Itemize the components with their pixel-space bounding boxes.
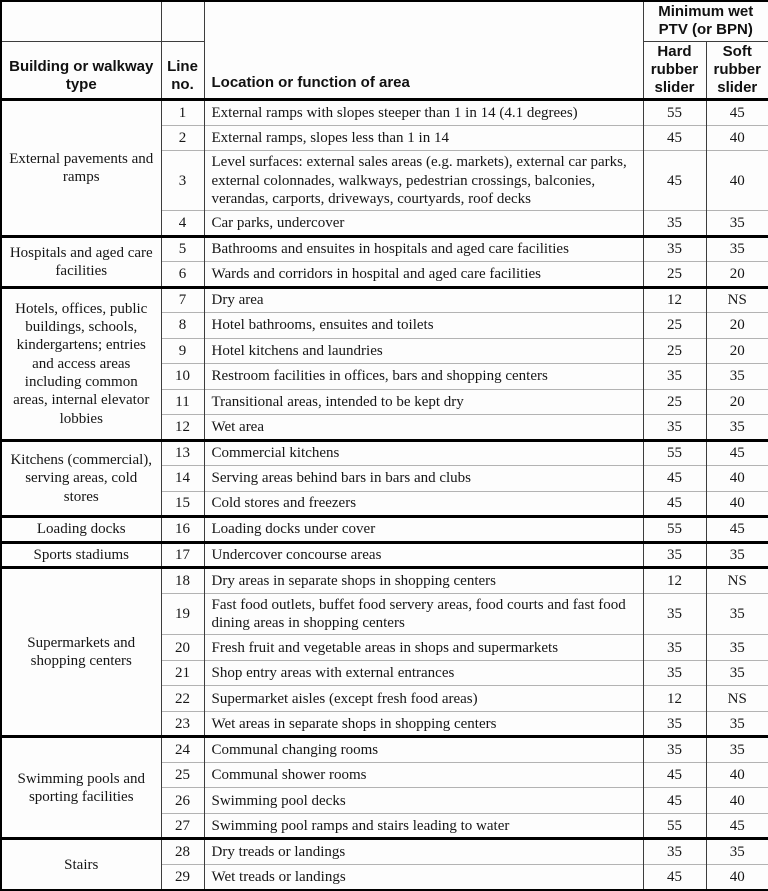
cell-location: Hotel bathrooms, ensuites and toilets (204, 313, 643, 339)
cell-hard-slider-value: 35 (643, 415, 706, 441)
cell-soft-slider-value: 45 (706, 813, 768, 839)
cell-line-no: 1 (161, 100, 204, 126)
table-row (1, 236, 768, 262)
header-row-top (1, 1, 768, 41)
cell-soft-slider-value: 35 (706, 839, 768, 865)
cell-line-no: 10 (161, 364, 204, 390)
cell-location: Serving areas behind bars in bars and clubs (204, 466, 643, 492)
cell-hard-slider-value: 35 (643, 211, 706, 237)
cell-soft-slider-value: 35 (706, 660, 768, 686)
cell-line-no: 8 (161, 313, 204, 339)
cell-location: External ramps with slopes steeper than 1 in 14 (4.1 degrees) (204, 100, 643, 126)
cell-line-no: 18 (161, 568, 204, 594)
cell-building-type: Loading docks (1, 517, 161, 543)
cell-soft-slider-value: 35 (706, 364, 768, 390)
cell-hard-slider-value: 45 (643, 151, 706, 211)
cell-building-type: Kitchens (commercial), serving areas, cold stores (1, 440, 161, 517)
cell-building-type: Stairs (1, 839, 161, 890)
column-header-minimum-wet-ptv: Minimum wet PTV (or BPN) (643, 1, 768, 41)
cell-soft-slider-value: NS (706, 287, 768, 313)
cell-location: Undercover concourse areas (204, 542, 643, 568)
cell-location: Communal changing rooms (204, 737, 643, 763)
cell-location: Dry treads or landings (204, 839, 643, 865)
cell-location: Supermarket aisles (except fresh food areas) (204, 686, 643, 712)
cell-location: Swimming pool ramps and stairs leading to water (204, 813, 643, 839)
cell-soft-slider-value: 20 (706, 389, 768, 415)
table-header (1, 1, 768, 100)
cell-soft-slider-value: 40 (706, 466, 768, 492)
cell-soft-slider-value: NS (706, 686, 768, 712)
cell-line-no: 5 (161, 236, 204, 262)
table-row (1, 440, 768, 466)
cell-soft-slider-value: 35 (706, 211, 768, 237)
cell-location: Shop entry areas with external entrances (204, 660, 643, 686)
cell-location: Fresh fruit and vegetable areas in shops and supermarkets (204, 635, 643, 661)
cell-soft-slider-value: 35 (706, 711, 768, 737)
cell-location: Fast food outlets, buffet food servery areas, food courts and fast food dining areas in shopping centers (204, 593, 643, 635)
cell-line-no: 19 (161, 593, 204, 635)
cell-soft-slider-value: 40 (706, 788, 768, 814)
cell-hard-slider-value: 35 (643, 593, 706, 635)
cell-hard-slider-value: 25 (643, 338, 706, 364)
cell-location: Commercial kitchens (204, 440, 643, 466)
table-row (1, 100, 768, 126)
cell-hard-slider-value: 12 (643, 568, 706, 594)
cell-building-type: Hospitals and aged care facilities (1, 236, 161, 287)
cell-hard-slider-value: 35 (643, 236, 706, 262)
cell-location: External ramps, slopes less than 1 in 14 (204, 125, 643, 151)
cell-location: Loading docks under cover (204, 517, 643, 543)
cell-hard-slider-value: 55 (643, 440, 706, 466)
cell-building-type: External pavements and ramps (1, 100, 161, 236)
cell-location: Wards and corridors in hospital and aged care facilities (204, 262, 643, 288)
cell-line-no: 17 (161, 542, 204, 568)
cell-location: Car parks, undercover (204, 211, 643, 237)
cell-location: Swimming pool decks (204, 788, 643, 814)
cell-hard-slider-value: 55 (643, 813, 706, 839)
cell-soft-slider-value: 45 (706, 100, 768, 126)
cell-hard-slider-value: 45 (643, 864, 706, 890)
cell-hard-slider-value: 25 (643, 313, 706, 339)
cell-soft-slider-value: 35 (706, 236, 768, 262)
cell-hard-slider-value: 35 (643, 711, 706, 737)
cell-soft-slider-value: 35 (706, 737, 768, 763)
cell-soft-slider-value: 35 (706, 635, 768, 661)
cell-line-no: 20 (161, 635, 204, 661)
column-header-location: Location or function of area (204, 1, 643, 100)
cell-hard-slider-value: 35 (643, 364, 706, 390)
cell-hard-slider-value: 35 (643, 635, 706, 661)
cell-soft-slider-value: 45 (706, 440, 768, 466)
cell-hard-slider-value: 25 (643, 389, 706, 415)
cell-hard-slider-value: 12 (643, 287, 706, 313)
cell-location: Wet area (204, 415, 643, 441)
cell-soft-slider-value: 40 (706, 762, 768, 788)
cell-line-no: 2 (161, 125, 204, 151)
cell-building-type: Hotels, offices, public buildings, schools, kindergartens; entries and access areas including common areas, internal elevator lobbies (1, 287, 161, 440)
cell-location: Level surfaces: external sales areas (e.g. markets), external car parks, external colonnades, walkways, pedestrian crossings, balconies, verandas, carports, driveways, courtyards, roof decks (204, 151, 643, 211)
cell-location: Communal shower rooms (204, 762, 643, 788)
cell-hard-slider-value: 45 (643, 788, 706, 814)
cell-hard-slider-value: 45 (643, 762, 706, 788)
cell-line-no: 9 (161, 338, 204, 364)
cell-hard-slider-value: 55 (643, 100, 706, 126)
cell-location: Cold stores and freezers (204, 491, 643, 517)
cell-line-no: 11 (161, 389, 204, 415)
cell-hard-slider-value: 55 (643, 517, 706, 543)
cell-building-type: Sports stadiums (1, 542, 161, 568)
cell-line-no: 16 (161, 517, 204, 543)
table-row (1, 737, 768, 763)
cell-hard-slider-value: 12 (643, 686, 706, 712)
table-body (1, 100, 768, 890)
column-header-line-no: Line no. (161, 41, 204, 100)
table-row (1, 517, 768, 543)
cell-location: Restroom facilities in offices, bars and shopping centers (204, 364, 643, 390)
cell-hard-slider-value: 35 (643, 542, 706, 568)
cell-line-no: 28 (161, 839, 204, 865)
cell-line-no: 14 (161, 466, 204, 492)
cell-soft-slider-value: 20 (706, 313, 768, 339)
table-row (1, 287, 768, 313)
cell-soft-slider-value: 40 (706, 491, 768, 517)
cell-line-no: 3 (161, 151, 204, 211)
cell-line-no: 25 (161, 762, 204, 788)
cell-location: Wet treads or landings (204, 864, 643, 890)
cell-location: Dry area (204, 287, 643, 313)
cell-line-no: 22 (161, 686, 204, 712)
cell-line-no: 29 (161, 864, 204, 890)
cell-line-no: 24 (161, 737, 204, 763)
cell-hard-slider-value: 45 (643, 125, 706, 151)
cell-soft-slider-value: 20 (706, 338, 768, 364)
cell-hard-slider-value: 35 (643, 737, 706, 763)
cell-hard-slider-value: 45 (643, 466, 706, 492)
table-row (1, 568, 768, 594)
cell-line-no: 23 (161, 711, 204, 737)
empty-header-cell-line (161, 1, 204, 41)
cell-line-no: 15 (161, 491, 204, 517)
cell-location: Dry areas in separate shops in shopping centers (204, 568, 643, 594)
column-header-building-type: Building or walkway type (1, 41, 161, 100)
cell-building-type: Supermarkets and shopping centers (1, 568, 161, 737)
cell-line-no: 12 (161, 415, 204, 441)
cell-building-type: Swimming pools and sporting facilities (1, 737, 161, 839)
cell-location: Hotel kitchens and laundries (204, 338, 643, 364)
empty-header-cell-building (1, 1, 161, 41)
cell-soft-slider-value: 35 (706, 542, 768, 568)
cell-soft-slider-value: 20 (706, 262, 768, 288)
cell-soft-slider-value: NS (706, 568, 768, 594)
cell-line-no: 7 (161, 287, 204, 313)
column-header-soft-rubber-slider: Soft rubber slider (706, 41, 768, 100)
cell-location: Bathrooms and ensuites in hospitals and aged care facilities (204, 236, 643, 262)
cell-line-no: 13 (161, 440, 204, 466)
cell-line-no: 27 (161, 813, 204, 839)
cell-line-no: 4 (161, 211, 204, 237)
cell-soft-slider-value: 35 (706, 415, 768, 441)
cell-soft-slider-value: 35 (706, 593, 768, 635)
cell-soft-slider-value: 45 (706, 517, 768, 543)
table-row (1, 839, 768, 865)
cell-location: Transitional areas, intended to be kept dry (204, 389, 643, 415)
cell-line-no: 21 (161, 660, 204, 686)
cell-location: Wet areas in separate shops in shopping centers (204, 711, 643, 737)
cell-hard-slider-value: 45 (643, 491, 706, 517)
table-row (1, 542, 768, 568)
cell-soft-slider-value: 40 (706, 864, 768, 890)
cell-soft-slider-value: 40 (706, 125, 768, 151)
cell-line-no: 6 (161, 262, 204, 288)
cell-hard-slider-value: 35 (643, 660, 706, 686)
cell-soft-slider-value: 40 (706, 151, 768, 211)
cell-hard-slider-value: 35 (643, 839, 706, 865)
cell-hard-slider-value: 25 (643, 262, 706, 288)
cell-line-no: 26 (161, 788, 204, 814)
column-header-hard-rubber-slider: Hard rubber slider (643, 41, 706, 100)
